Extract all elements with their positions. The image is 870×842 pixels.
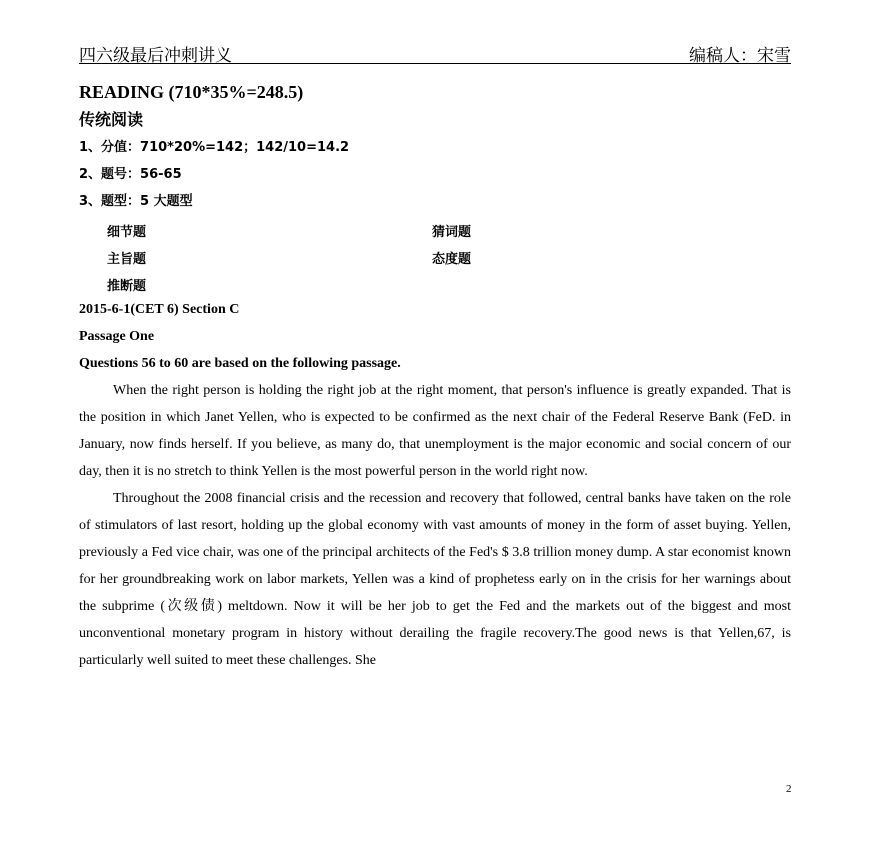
type-detail: 细节题 <box>107 225 147 240</box>
point-question-types: 3、题型：5 大题型 <box>79 194 193 209</box>
page-header <box>79 41 791 64</box>
header-author: 编稿人：宋雪 <box>689 46 791 66</box>
section-title: READING (710*35%=248.5) <box>79 82 304 102</box>
exam-label: 2015-6-1(CET 6) Section C <box>79 302 240 317</box>
type-main-idea: 主旨题 <box>107 252 147 267</box>
type-inference: 推断题 <box>107 279 147 294</box>
point-question-numbers: 2、题号：56-65 <box>79 167 182 182</box>
section-subtitle: 传统阅读 <box>79 110 144 129</box>
page-content <box>79 78 791 674</box>
question-types-grid <box>79 215 791 296</box>
questions-label: Questions 56 to 60 are based on the following passage. <box>79 356 401 371</box>
type-word-guess: 猜词题 <box>432 225 472 240</box>
paragraph: Throughout the 2008 financial crisis and the recession and recovery that followed, central banks have taken on the role of stimulators of last resort, holding up the global economy with vast amounts of money in the form of asset buying. Yellen, previously a Fed vice chair, was one of the principal architects of the Fed's $ 3.8 trillion money dump. A star economist known for her groundbreaking work on labor markets, Yellen was a kind of prophetess early on in the crisis for her warnings about the subprime (次级债) meltdown. Now it will be her job to get the Fed and the markets out of the biggest and most unconventional monetary program in history without derailing the fragile recovery.The good news is that Yellen,67, is particularly well suited to meet these challenges. She <box>79 491 791 668</box>
passage-label: Passage One <box>79 329 155 344</box>
page-number: 2 <box>786 783 792 795</box>
type-attitude: 态度题 <box>432 252 472 267</box>
paragraph: When the right person is holding the right job at the right moment, that person's influence is greatly expanded. That is the position in which Janet Yellen, who is expected to be confirmed as the next chair of the Federal Reserve Bank (FeD. in January, now finds herself. If you believe, as many do, that unemployment is the major economic and social concern of our day, then it is no stretch to think Yellen is the most powerful person in the world right now. <box>79 383 791 479</box>
point-score: 1、分值：710*20%=142；142/10=14.2 <box>79 140 350 155</box>
header-course-title: 四六级最后冲刺讲义 <box>79 46 232 66</box>
